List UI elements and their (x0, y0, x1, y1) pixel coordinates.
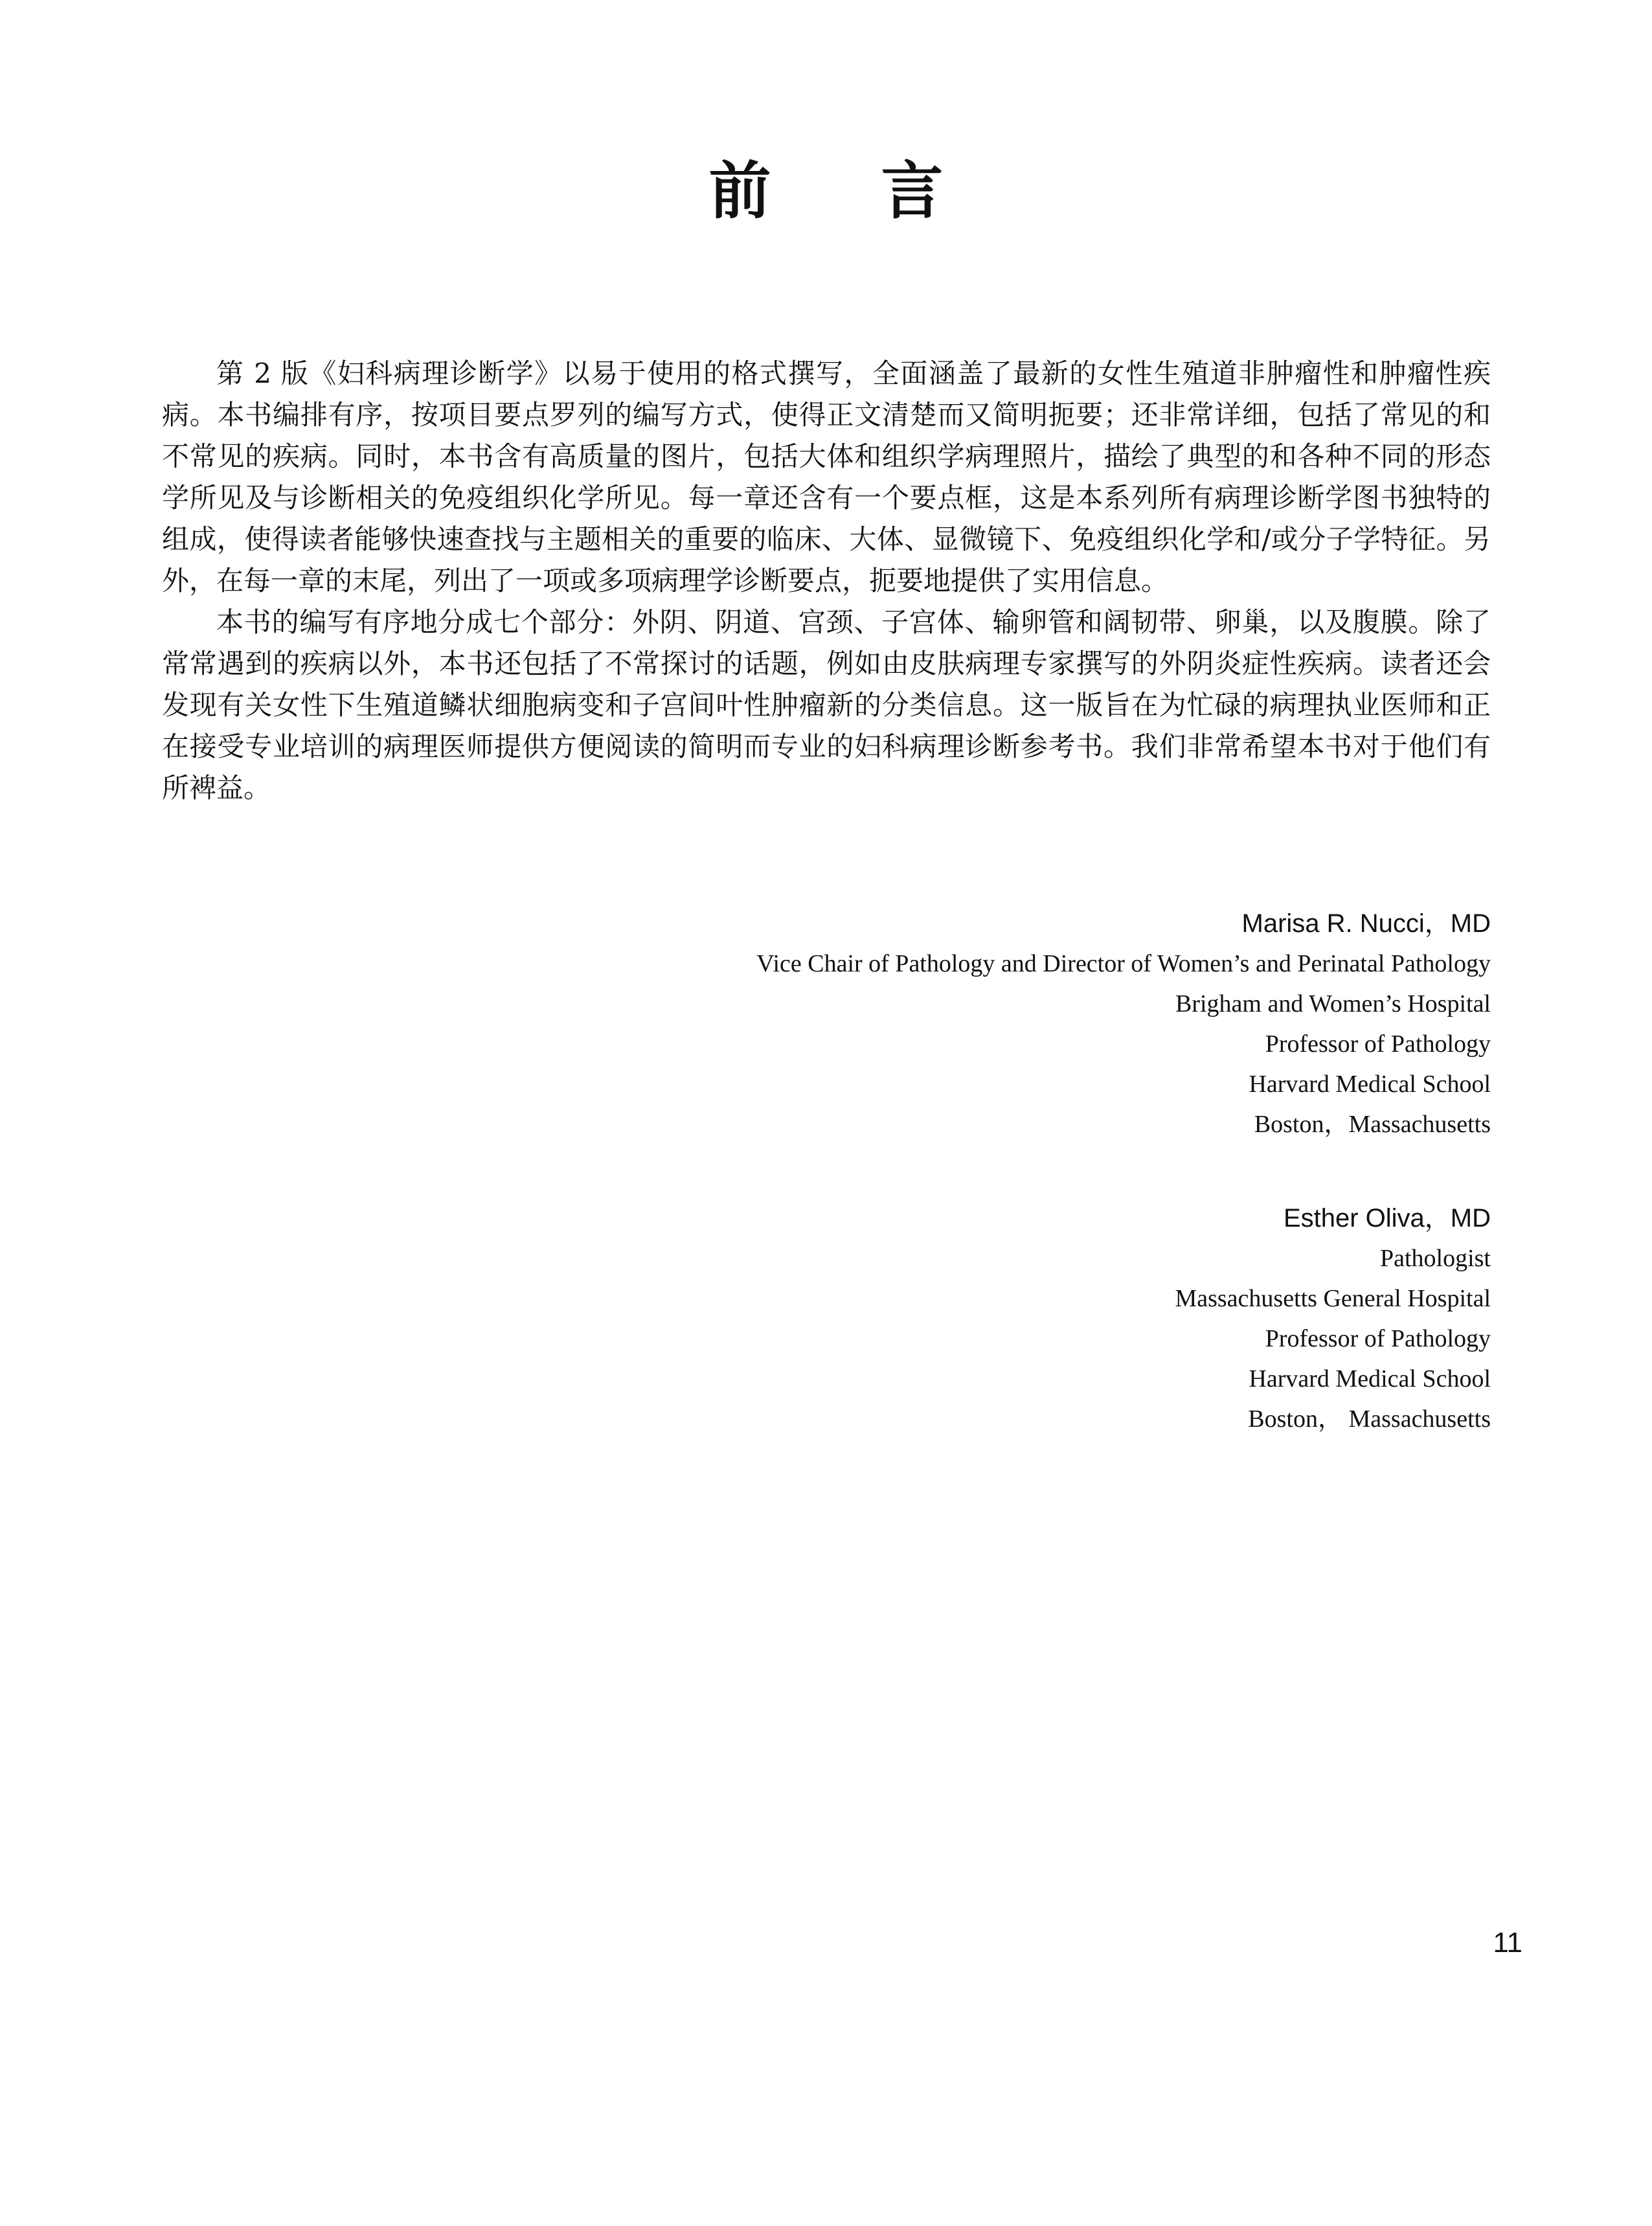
page-number: 11 (1493, 1927, 1522, 1959)
author-name: Esther Oliva，MD (1283, 1204, 1491, 1232)
author-affiliation-line: Harvard Medical School (1249, 1071, 1491, 1098)
author-affiliation-line: Brigham and Women’s Hospital (1175, 990, 1491, 1017)
author-affiliation-line: Professor of Pathology (1265, 1325, 1491, 1352)
page-title-char-1: 前 (708, 155, 771, 227)
page-title-char-2: 言 (881, 155, 944, 227)
author-signature-nucci (162, 903, 1491, 1144)
author-affiliation-line: Boston， Massachusetts (1248, 1405, 1491, 1433)
author-signature-oliva (162, 1198, 1491, 1439)
author-affiliation-line: Massachusetts General Hospital (1175, 1285, 1491, 1312)
preface-paragraph: 本书的编写有序地分成七个部分：外阴、阴道、宫颈、子宫体、输卵管和阔韧带、卵巢，以及腹膜。除了常常遇到的疾病以外，本书还包括了不常探讨的话题，例如由皮肤病理专家撰写的外阴炎症性疾病。读者还会发现有关女性下生殖道鳞状细胞病变和子宫间叶性肿瘤新的分类信息。这一版旨在为忙碌的病理执业医师和正在接受专业培训的病理医师提供方便阅读的简明而专业的妇科病理诊断参考书。我们非常希望本书对于他们有所裨益。 (162, 606, 1491, 804)
page-title (0, 152, 1652, 230)
author-affiliation-line: Pathologist (1379, 1245, 1491, 1272)
author-affiliation-line: Professor of Pathology (1265, 1030, 1491, 1058)
preface-paragraph: 第 2 版《妇科病理诊断学》以易于使用的格式撰写，全面涵盖了最新的女性生殖道非肿瘤性和肿瘤性疾病。本书编排有序，按项目要点罗列的编写方式，使得正文清楚而又简明扼要；还非常详细，包括了常见的和不常见的疾病。同时，本书含有高质量的图片，包括大体和组织学病理照片，描绘了典型的和各种不同的形态学所见及与诊断相关的免疫组织化学所见。每一章还含有一个要点框，这是本系列所有病理诊断学图书独特的组成，使得读者能够快速查找与主题相关的重要的临床、大体、显微镜下、免疫组织化学和/或分子学特征。另外，在每一章的末尾，列出了一项或多项病理学诊断要点，扼要地提供了实用信息。 (162, 358, 1491, 596)
author-affiliation-line: Boston，Massachusetts (1254, 1111, 1491, 1138)
author-affiliation-line: Vice Chair of Pathology and Director of Women’s and Perinatal Pathology (756, 950, 1491, 977)
preface-body (162, 353, 1491, 809)
author-affiliation-line: Harvard Medical School (1249, 1365, 1491, 1392)
author-name: Marisa R. Nucci，MD (1241, 909, 1491, 938)
